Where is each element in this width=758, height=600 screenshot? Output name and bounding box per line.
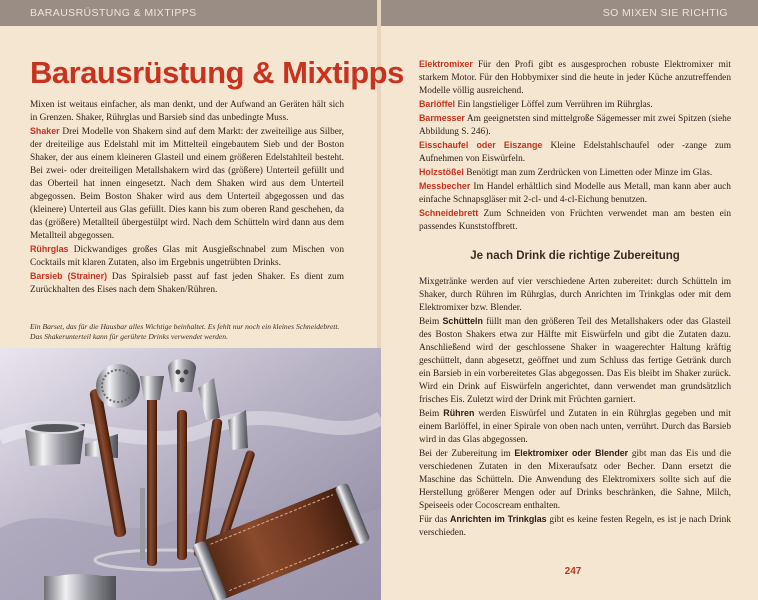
paragraph-text: gibt es keine festen Regeln, es ist je nach Drink verschieden. (419, 515, 731, 538)
paragraph-lead: Für das (419, 515, 448, 525)
entry-eisschaufel (419, 139, 731, 166)
term-text: Zum Schneiden von Früchten verwendet man am besten ein passendes Kunststoffbrett. (419, 209, 732, 232)
entry-barloeffel (419, 98, 731, 112)
term-label: Barmesser (419, 113, 465, 123)
term-text: Dickwandiges großes Glas mit Ausgießschnabel zum Mischen von Cocktails mit klaren Zutaten, also im Ergebnis ungetrübten Drinks. (30, 245, 344, 268)
paragraph-glass (419, 513, 731, 540)
term-label: Elektromixer (419, 59, 473, 69)
photo-caption: Ein Barset, das für die Hausbar alles Wichtige beinhaltet. Es fehlt nur noch ein kleines Schneidebrett. Das Shakerunterteil kann für gerührte Drinks verwendet werden. (30, 322, 340, 341)
term-text: Benötigt man zum Zerdrücken von Limetten oder Minze im Glas. (466, 168, 713, 178)
entry-elektromixer (419, 58, 731, 98)
running-header-left (0, 0, 377, 26)
page-title: Barausrüstung & Mixtipps (30, 55, 404, 90)
term-text: Im Handel erhältlich sind Modelle aus Metall, man kann aber auch einfache Schnapsgläser mit 2-cl- und 4-cl-Eichung benutzen. (419, 182, 731, 205)
section-heading: Je nach Drink die richtige Zubereitung (470, 250, 680, 262)
bold-term: Anrichten im Trinkglas (450, 514, 547, 524)
term-label: Messbecher (419, 181, 471, 191)
entry-schneidebrett (419, 207, 731, 234)
entry-barmesser (419, 112, 731, 139)
paragraph-text: füllt man den größeren Teil des Metallshakers oder das Glasteil des Boston Shakers etwa zur Hälfte mit Eiswürfeln und gibt die Zutaten dazu. Anschließend wird der geschlossene Shaker in waagerechter Haltung kräftig geschüttelt, dann abgesetzt, geöffnet und zum Schluss das fertige Getränk durch ein Barsieb in ein vorbereitetes Glas abgegossen. Das Eis bleibt im Shaker zurück. Wird ein Drink auf Eiswürfeln angerichtet, dann verwendet man grundsätzlich frisches Eis. Zuletzt wird der Drink mit Früchten garniert. (419, 317, 731, 405)
bold-term: Schütteln (442, 316, 483, 326)
term-text: Für den Profi gibt es ausgesprochen robuste Elektromixer mit starkem Motor. Für den Hobbymixer sind die heute in jeder Küche anzutreffenden Modelle völlig ausreichend. (419, 60, 731, 96)
term-label: Barlöffel (419, 99, 455, 109)
paragraph-lead: Bei der Zubereitung im (419, 449, 511, 459)
paragraph-lead: Beim (419, 409, 440, 419)
entry-barsieb (30, 270, 344, 297)
running-header-left-text: BARAUSRÜSTUNG & MIXTIPPS (30, 7, 197, 19)
paragraph-methods: Mixgetränke werden auf vier verschiedene Arten zubereitet: durch Schütteln im Shaker, durch Rühren im Rührglas, durch Anrichten im Trinkglas oder mit dem Elektromixer bzw. Blender. (419, 277, 731, 313)
intro-paragraph: Mixen ist weitaus einfacher, als man denkt, und der Aufwand an Geräten hält sich in Grenzen. Shaker, Rührglas und Barsieb sind das unbedingte Muss. (30, 100, 344, 123)
bold-term: Elektromixer oder Blender (514, 448, 629, 458)
entry-messbecher (419, 180, 731, 207)
term-label: Holzstößel (419, 167, 464, 177)
entry-ruehrglas (30, 243, 344, 270)
bold-term: Rühren (443, 408, 475, 418)
term-label: Barsieb (Strainer) (30, 271, 108, 281)
barset-illustration (0, 348, 381, 600)
term-text: Am geeignetsten sind mittelgroße Sägemesser mit zwei Spitzen (siehe Abbildung S. 246). (419, 114, 731, 137)
term-text: Kleine Edelstahlschaufel oder -zange zum Aufnehmen von Eiswürfeln. (419, 141, 731, 164)
running-header-right (381, 0, 758, 26)
paragraph-shaking (419, 315, 731, 407)
paragraph-blender (419, 447, 731, 513)
paragraph-stirring (419, 407, 731, 447)
term-text: Ein langstieliger Löffel zum Verrühren im Rührglas. (457, 100, 653, 110)
term-label: Rührglas (30, 244, 69, 254)
page-number: 247 (564, 566, 582, 577)
term-text: Drei Modelle von Shakern sind auf dem Markt: der zweiteilige aus Silber, der dreiteilige aus Edelstahl mit im Mittelteil eingebautem Sieb und der Boston Shaker, der aus einem kleineren Glasteil und einem größeren Edelstahlteil besteht. Bei zwei- oder dreiteiligen Metallshakern wird das (größere) Unterteil gefüllt und das Oberteil hat innen eingesetzt. Nach dem Shaken wird aus dem Unterteil abgegossen. Beim Boston Shaker wird aus dem Unterteil abgegossen und das (kleinere) Unterteil aus Glas gefüllt. Dies kann bis zum oberen Rand geschehen, da das (größere) Metallteil übergestülpt wird. Nach dem Schütteln wird dann aus dem Metallteil abgegossen. (30, 127, 344, 241)
term-label: Eisschaufel oder Eiszange (419, 140, 543, 150)
running-header-right-text: SO MIXEN SIE RICHTIG (602, 7, 728, 19)
barset-photo (0, 348, 381, 600)
entry-shaker (30, 125, 344, 243)
left-column (30, 99, 344, 297)
preparation-text (419, 276, 731, 540)
term-label: Schneidebrett (419, 208, 479, 218)
term-label: Shaker (30, 126, 60, 136)
paragraph-text: gibt man das Eis und die verschiedenen Zutaten in den Mixeraufsatz oder Becher. Dann ersetzt die Maschine das Schütteln. Die Anwendung des Elektromixers sollte sich auf die Herstellung größerer Mengen oder auf Drinks beschränken, die Sahne, Milch, Speiseeis oder Cocoscream enthalten. (419, 449, 731, 511)
right-column-glossary (419, 58, 731, 234)
entry-holzstoessel (419, 166, 731, 180)
paragraph-lead: Beim (419, 317, 440, 327)
paragraph-text: werden Eiswürfel und Zutaten in ein Rührglas gegeben und mit einem Barlöffel, in einer Spirale von oben nach unten, verrührt. Durch das Barsieb wird in das Glas abgegossen. (419, 409, 731, 445)
term-text: Das Spiralsieb passt auf fast jeden Shaker. Es dient zum Zurückhalten des Eises nach dem Shaken/Rühren. (30, 272, 344, 295)
